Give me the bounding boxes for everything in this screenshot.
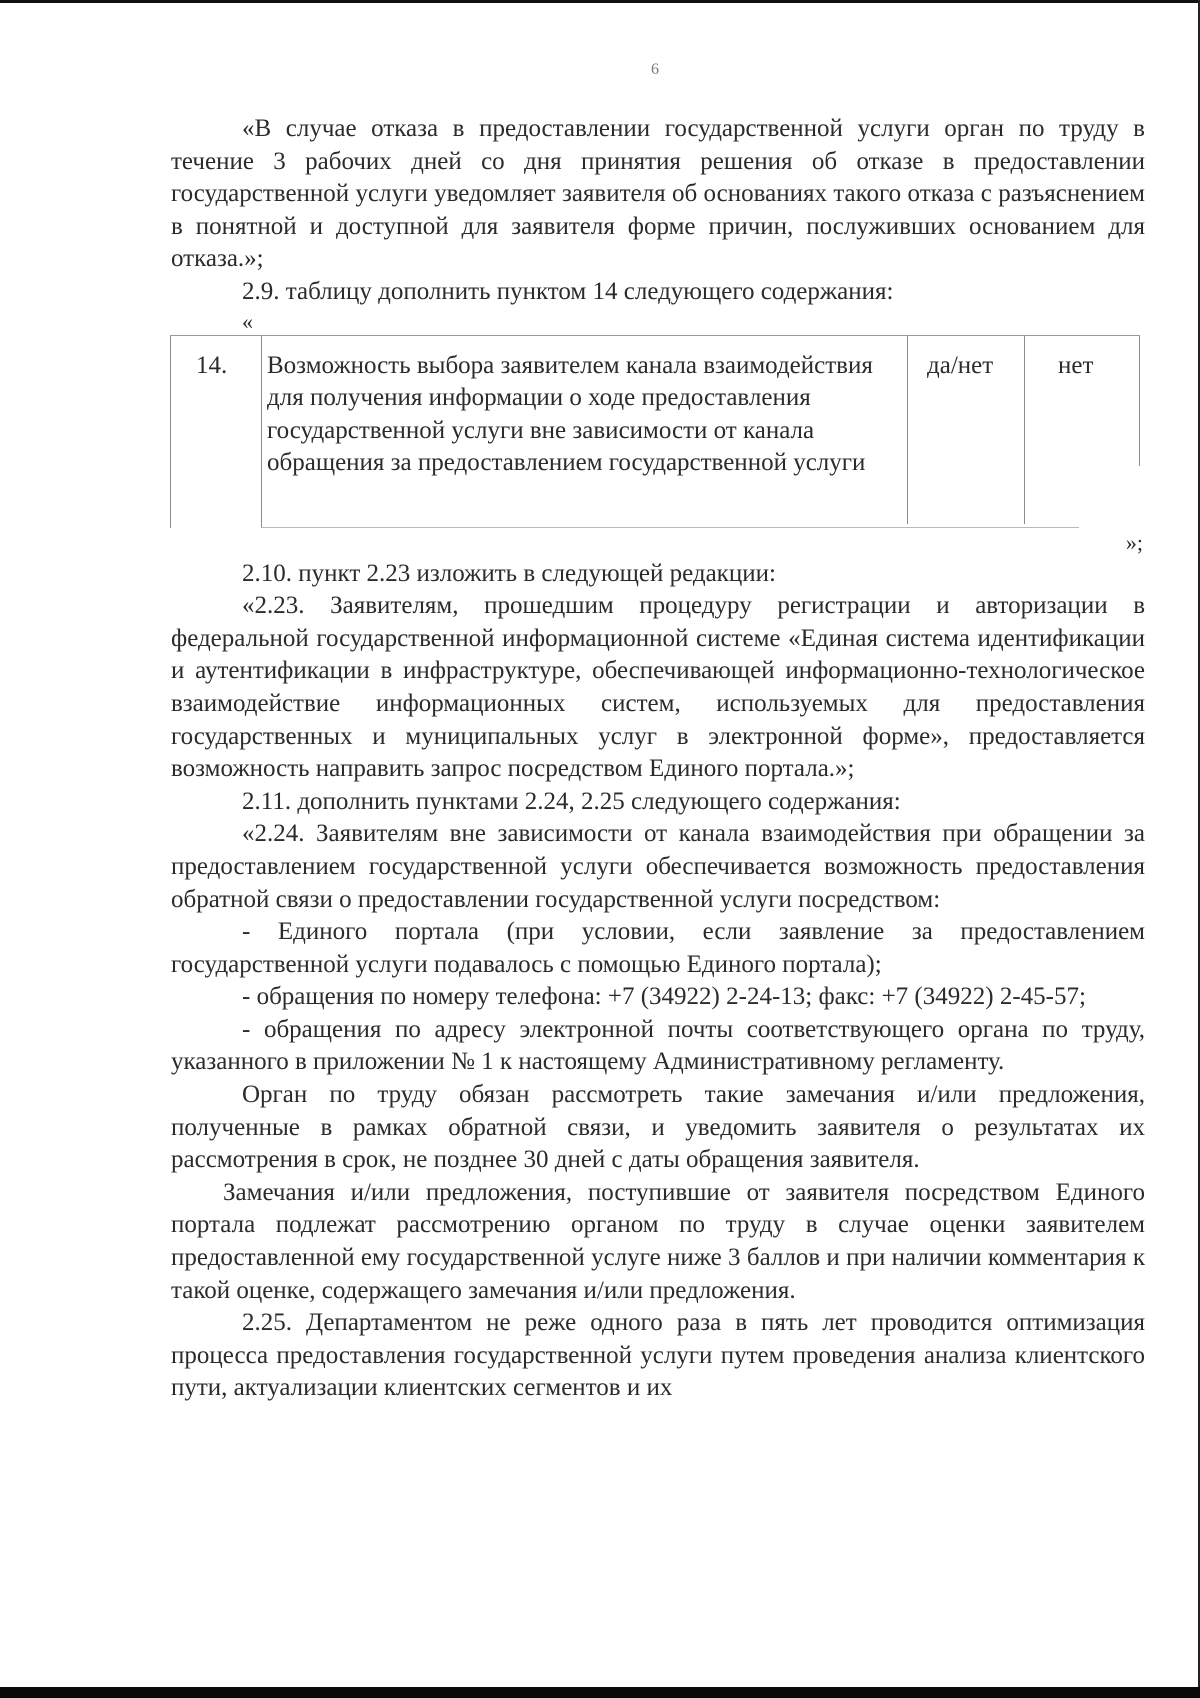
table-divider-2 xyxy=(907,336,908,524)
table-open-quote: « xyxy=(242,308,253,334)
table-cell-value: нет xyxy=(1058,351,1094,379)
table-border-right xyxy=(1139,336,1140,466)
paragraph-2-11: 2.11. дополнить пунктами 2.24, 2.25 следующего содержания: xyxy=(242,787,901,815)
paragraph-2-25: 2.25. Департаментом не реже одного раза в пять лет проводится оптимизация процесса предоставления государственной услуги путем проведения анализа клиентского пути, актуализации клиентских сегментов и их xyxy=(171,1309,1145,1402)
list-item-email: - обращения по адресу электронной почты соответствующего органа по труду, указанного в приложении № 1 к настоящему Административному регламенту. xyxy=(171,1015,1145,1076)
table-border-bottom xyxy=(261,527,1079,528)
document-body xyxy=(171,113,1145,1405)
paragraph-refusal-notice: «В случае отказа в предоставлении государственной услуги орган по труду в течение 3 рабочих дней со дня принятия решения об отказе в предоставлении государственной услуги уведомляет заявителя об основаниях такого отказа с разъяснением в понятной и доступной для заявителя форме причин, послуживших основанием для отказа.»; xyxy=(171,115,1145,273)
paragraph-portal-remarks: Замечания и/или предложения, поступившие от заявителя посредством Единого портала подлежат рассмотрению органом по труду в случае оценки заявителем предоставленной ему государственной услуге ниже 3 баллов и при наличии комментария к такой оценке, содержащего замечания и/или предложения. xyxy=(171,1178,1145,1304)
page-number: 6 xyxy=(651,61,659,78)
paragraph-review-obligation: Орган по труду обязан рассмотреть такие замечания и/или предложения, полученные в рамках обратной связи, и уведомить заявителя о результатах их рассмотрения в срок, не позднее 30 дней с даты обращения заявителя. xyxy=(171,1081,1145,1174)
table-divider-1 xyxy=(261,336,262,528)
table-cell-number: 14. xyxy=(196,351,228,379)
scan-edge-top xyxy=(0,0,1200,3)
paragraph-2-24: «2.24. Заявителям вне зависимости от канала взаимодействия при обращении за предоставлением государственной услуги обеспечивается возможность предоставления обратной связи о предоставлении государственной услуги посредством: xyxy=(171,820,1145,913)
table-cell-unit: да/нет xyxy=(927,351,994,379)
table-cell-description: Возможность выбора заявителем канала взаимодействия для получения информации о ходе предоставления государственной услуги вне зависимости от канала обращения за предоставлением государственной услуги xyxy=(267,351,873,477)
list-item-phone: - обращения по номеру телефона: +7 (34922) 2-24-13; факс: +7 (34922) 2-45-57; xyxy=(242,983,1086,1011)
list-item-portal: - Единого портала (при условии, если заявление за предоставлением государственной услуги подавалось с помощью Единого портала); xyxy=(171,918,1145,978)
paragraph-2-9: 2.9. таблицу дополнить пунктом 14 следующего содержания: xyxy=(242,277,894,305)
indicator-table xyxy=(170,335,1140,528)
paragraph-2-10: 2.10. пункт 2.23 изложить в следующей редакции: xyxy=(242,559,776,587)
paragraph-2-23: «2.23. Заявителям, прошедшим процедуру регистрации и авторизации в федеральной государственной информационной системе «Единая система идентификации и аутентификации в инфраструктуре, обеспечивающей информационно-технологическое взаимодействие информационных систем, используемых для предоставления государственных и муниципальных услуг в электронной форме», предоставляется возможность направить запрос посредством Единого портала.»; xyxy=(171,592,1145,783)
scan-edge-bottom xyxy=(0,1687,1200,1698)
table-close-quote: »; xyxy=(1125,529,1143,555)
table-border-left xyxy=(170,336,171,528)
